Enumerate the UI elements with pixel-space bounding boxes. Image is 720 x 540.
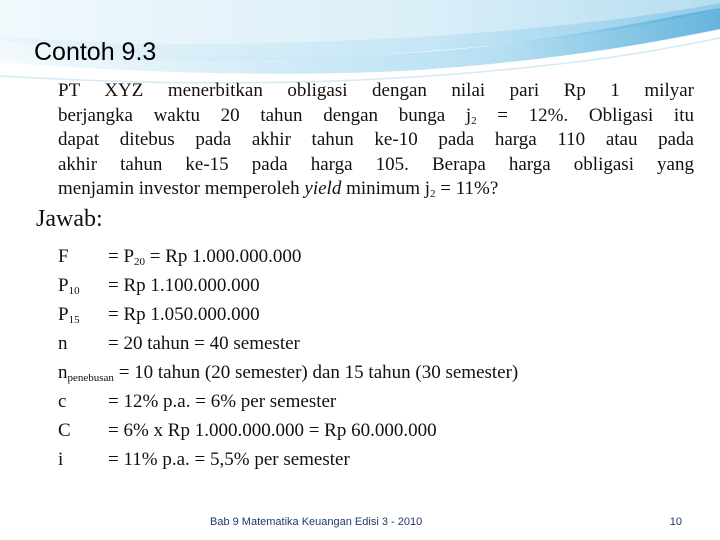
subscript: 2 xyxy=(471,114,477,127)
answer-list xyxy=(58,242,518,474)
page-number: 10 xyxy=(669,516,682,528)
answer-row-n: n = 20 tahun = 40 semester xyxy=(58,333,300,354)
paragraph-line-1: PT XYZ menerbitkan obligasi dengan nilai pari Rp 1 milyar xyxy=(58,80,694,101)
answer-row-price-10: P10 = Rp 1.100.000.000 xyxy=(58,275,260,297)
problem-paragraph xyxy=(58,79,694,202)
paragraph-line-5: menjamin investor memperoleh yield minimum $j_2 = 11\%$? xyxy=(58,178,499,200)
footer-text: Bab 9 Matematika Keuangan Edisi 3 - 2010 xyxy=(210,516,423,528)
paragraph-line-4: akhir tahun ke-15 pada harga 105. Berapa harga obligasi yang xyxy=(58,153,694,175)
answer-row-yield: i = 11% p.a. = 5,5% per semester xyxy=(58,449,350,470)
paragraph-line-3: dapat ditebus pada akhir tahun ke-10 pada harga 110 atau pada xyxy=(58,129,694,150)
paragraph-line-2: berjangka waktu 20 tahun dengan bunga $j_2 = 12\%$. Obligasi itu xyxy=(58,104,694,127)
subscript: 2 xyxy=(430,188,436,200)
slide-title: Contoh 9.3 xyxy=(34,38,157,66)
answer-row-coupon: C = 6% x Rp 1.000.000.000 = Rp 60.000.000 xyxy=(58,420,437,441)
answer-row-n-redemption: npenebusan = 10 tahun (20 semester) dan 15 tahun (30 semester) xyxy=(58,362,519,384)
answer-row-coupon-rate: c = 12% p.a. = 6% per semester xyxy=(58,391,337,412)
answer-row-face-value: F = P20 = Rp 1.000.000.000 xyxy=(58,246,302,268)
answer-row-price-15: P15 = Rp 1.050.000.000 xyxy=(58,304,260,326)
answer-label: Jawab: xyxy=(36,206,103,232)
